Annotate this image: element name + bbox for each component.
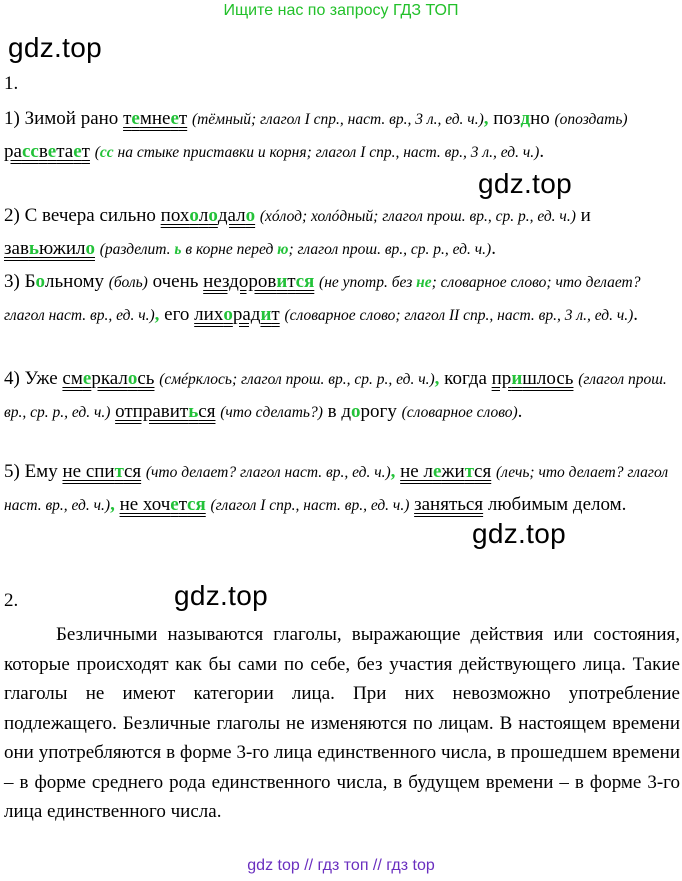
text-fragment: очень [152,271,199,292]
text-fragment: (не употр. без [319,274,417,291]
predicate [4,238,95,259]
grammar-comment: (словарное слово; глагол II спр., наст. вр., 3 л., ед. ч.) [284,307,634,324]
text-fragment: см [62,368,83,389]
text-fragment: не л [400,461,433,482]
text-fragment: ся [198,401,216,422]
highlighted-letter: , [390,461,396,482]
text-fragment: ся [123,461,142,482]
text-fragment: т [81,141,90,162]
highlighted-letter: о [208,205,218,226]
grammar-comment: (глагол I спр., наст. вр., ед. ч.) [210,497,410,514]
grammar-comment: (хóлод; холóдный; глагол прош. вр., ср. р., ед. ч.) [259,208,576,225]
watermark-logo: gdz.top [472,518,566,549]
sentence-3 [4,266,680,332]
text-fragment: т [178,108,188,129]
text-fragment: шлось [522,368,574,389]
text-fragment: не спи [62,461,115,482]
highlighted-letter: е [170,494,179,515]
text-fragment: пох [160,205,190,226]
highlighted-letter: о [85,238,95,259]
predicate [62,368,154,389]
highlighted-letter: ю [277,241,289,258]
text-fragment: в [38,141,48,162]
highlighted-letter: ся [295,271,315,292]
text-fragment: в [327,401,337,422]
text-fragment: ся [474,461,492,482]
text-fragment: ; словарное слово; что делает? глагол наст. вр., ед. ч.) [4,274,641,324]
text-fragment: 2) [4,205,20,226]
predicate [4,141,90,162]
highlighted-letter: о [351,401,361,422]
grammar-comment [100,241,491,258]
text-fragment: но [530,108,550,129]
highlighted-letter: т [114,461,124,482]
highlighted-letter: , [154,304,160,325]
text-fragment: та [56,141,74,162]
text-fragment: Ему [24,461,58,482]
highlighted-letter: е [82,368,92,389]
text-fragment: когда [444,368,487,389]
highlighted-letter: и [276,271,288,292]
predicate [120,494,206,515]
text-fragment: . [491,238,496,259]
predicate [161,205,255,226]
text-fragment: 4) [4,368,20,389]
highlighted-letter: е [432,461,442,482]
highlighted-letter: сс [21,141,39,162]
highlighted-letter: сс [99,144,114,161]
predicate: заняться [414,494,484,515]
grammar-comment [95,144,540,161]
text-fragment: ( [94,144,100,161]
sentence-1 [4,103,680,169]
text-fragment: Зимой рано [24,108,124,129]
highlighted-letter: ь [174,241,182,258]
sentence-2 [4,200,680,266]
text-fragment: его [164,304,190,325]
text-fragment: любимым делом. [483,494,627,515]
text-fragment: ркал [91,368,128,389]
text-fragment: нездоров [203,271,277,292]
text-fragment: на стыке приставки и корня; глагол I спр., наст. вр., 3 л., ед. ч.) [113,144,540,161]
search-banner: Ищите нас по запросу ГДЗ ТОП [223,2,459,19]
text-fragment: жи [441,461,465,482]
predicate [62,461,141,482]
text-fragment: дал [217,205,246,226]
text-fragment: зав [4,238,29,259]
text-fragment: в корне перед [181,241,278,258]
predicate [194,304,280,325]
highlighted-letter: е [73,141,82,162]
highlighted-letter: , [483,108,489,129]
task-number: 2. [4,590,19,611]
highlighted-letter: е [131,108,140,129]
predicate [123,108,187,129]
predicate [492,368,574,389]
highlighted-letter: , [434,368,440,389]
text-fragment: д [341,401,352,422]
text-fragment: льному [45,271,104,292]
highlighted-letter: о [223,304,233,325]
highlighted-letter: е [170,108,179,129]
grammar-comment: (что делает? глагол наст. вр., ед. ч.) [145,464,391,481]
highlighted-letter: ь [188,401,199,422]
text-fragment: С вечера сильно [24,205,161,226]
highlighted-letter: , [110,494,115,515]
text-fragment: рад [232,304,261,325]
highlighted-letter: ь [28,238,39,259]
text-fragment: сь [137,368,155,389]
footer-links: gdz top // гдз топ // гдз top [247,857,435,874]
highlighted-letter: и [511,368,523,389]
text-fragment: Уже [24,368,58,389]
text-fragment: ; глагол прош. вр., ср. р., ед. ч.) [288,241,492,258]
highlighted-letter: т [464,461,475,482]
sentence-5 [4,456,680,522]
text-fragment: 1) [4,108,20,129]
text-fragment: не хоч [119,494,171,515]
grammar-comment: (глагол прош. вр., ср. р., ед. ч.) [4,371,667,421]
watermark-logo: gdz.top [478,168,572,199]
text-fragment: т [123,108,132,129]
text-fragment: южил [38,238,86,259]
task-number: 1. [4,73,19,94]
text-fragment: т [287,271,296,292]
text-fragment: Б [24,271,36,292]
highlighted-letter: о [189,205,199,226]
text-fragment: . [517,401,523,422]
text-fragment: мне [139,108,171,129]
text-fragment: пр [491,368,512,389]
text-fragment: . [633,304,639,325]
text-fragment: т [178,494,188,515]
text-fragment: лих [194,304,224,325]
grammar-comment: (смéрклось; глагол прош. вр., ср. р., ед. ч.) [159,371,435,388]
highlighted-letter: е [47,141,57,162]
text-fragment: л [198,205,209,226]
predicate [203,271,314,292]
predicate [115,401,215,422]
text-fragment: 3) [4,271,20,292]
grammar-comment: (словарное слово) [401,404,518,421]
text-fragment: т [271,304,280,325]
highlighted-letter: и [260,304,272,325]
grammar-comment: (что сделать?) [220,404,323,421]
sentence-4 [4,363,680,429]
text-fragment: рогу [360,401,397,422]
text-fragment: 5) [4,461,20,482]
grammar-comment: (опоздать) [554,111,628,128]
text-fragment: (разделит. [99,241,175,258]
grammar-comment: (лечь; что делает? глагол наст. вр., ед. ч.) [4,464,669,514]
highlighted-letter: о [35,271,45,292]
highlighted-letter: о [245,205,256,226]
predicate [400,461,491,482]
highlighted-letter: не [416,274,432,291]
highlighted-letter: ся [187,494,206,515]
text-fragment: поз [493,108,521,129]
text-fragment: и [580,205,591,226]
watermark-logo: gdz.top [174,580,268,611]
highlighted-letter: д [520,108,531,129]
grammar-comment: (тёмный; глагол I спр., наст. вр., 3 л., ед. ч.) [191,111,484,128]
theory-paragraph: Безличными называются глаголы, выражающие действия или состояния, которые происходят как бы сами по себе, без участия действующего лица. Такие глаголы не имеют категории лица. При них невозможно употребление подлежащего. Безличные глаголы не изменяются по лицам. В настоящем времени они употребляются в форме 3-го лица единственного числа, в прошедшем времени – в форме среднего рода единственного числа, в будущем времени – в форме 3-го лица единственного числа. [4,624,680,822]
text-fragment: ра [4,141,22,162]
text-fragment: . [539,141,545,162]
text-fragment: отправит [115,401,189,422]
highlighted-letter: о [127,368,138,389]
grammar-comment: (боль) [108,274,148,291]
watermark-logo: gdz.top [8,32,102,63]
